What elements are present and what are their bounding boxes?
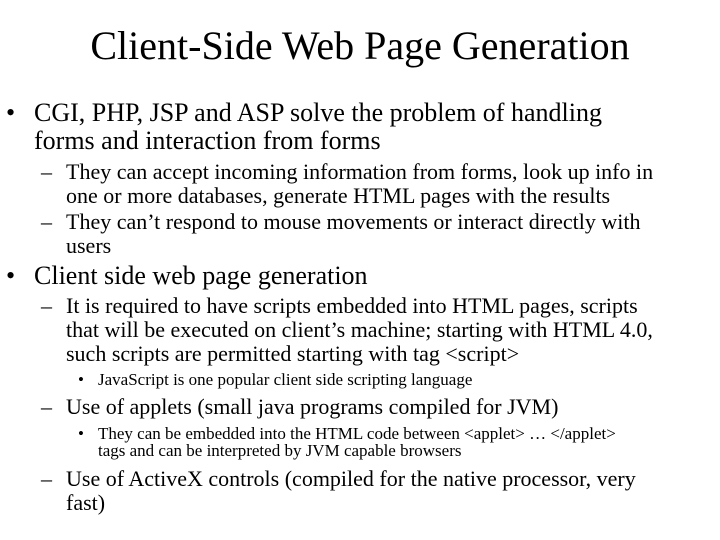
- dash-marker: –: [41, 159, 52, 184]
- subbullet-line: They can accept incoming information from forms, look up info in: [66, 159, 654, 184]
- dash-marker: –: [41, 394, 52, 419]
- subbullet-line: one or more databases, generate HTML pages with the results: [66, 183, 611, 208]
- subbullet-text: [66, 210, 641, 258]
- subsubbullet-line: tags and can be interpreted by JVM capable browsers: [98, 441, 462, 460]
- subsubbullet-line: JavaScript is one popular client side scripting language: [98, 370, 473, 389]
- subsubbullet-text: [98, 371, 472, 388]
- slide-title: Client-Side Web Page Generation: [90, 23, 630, 68]
- subbullet-text: [66, 294, 653, 366]
- subsubbullet-text: [98, 425, 616, 459]
- bullet-marker: •: [6, 98, 16, 127]
- bullet-marker: •: [78, 424, 84, 443]
- bullet-line: Client side web page generation: [34, 261, 368, 290]
- dash-marker: –: [41, 466, 52, 491]
- subbullet-text: [66, 160, 653, 208]
- bullet-line: CGI, PHP, JSP and ASP solve the problem of handling: [34, 98, 602, 127]
- subbullet-line: such scripts are permitted starting with tag <script>: [66, 341, 520, 366]
- subsubbullet-line: They can be embedded into the HTML code between <applet> … </applet>: [98, 424, 616, 443]
- subbullet-line: Use of applets (small java programs compiled for JVM): [66, 394, 559, 419]
- bullet-line: forms and interaction from forms: [34, 126, 381, 155]
- bullet-text: [34, 99, 602, 155]
- bullet-marker: •: [78, 370, 84, 389]
- dash-marker: –: [41, 293, 52, 318]
- subbullet-line: users: [66, 233, 112, 258]
- subbullet-line: that will be executed on client’s machine; starting with HTML 4.0,: [66, 317, 653, 342]
- bullet-marker: •: [6, 261, 16, 290]
- subbullet-line: Use of ActiveX controls (compiled for the native processor, very: [66, 466, 636, 491]
- subbullet-line: fast): [66, 490, 106, 515]
- bullet-text: [34, 262, 368, 290]
- subbullet-line: It is required to have scripts embedded into HTML pages, scripts: [66, 293, 638, 318]
- subbullet-text: [66, 395, 558, 419]
- subbullet-line: They can’t respond to mouse movements or interact directly with: [66, 209, 641, 234]
- subbullet-text: [66, 467, 636, 515]
- dash-marker: –: [41, 209, 52, 234]
